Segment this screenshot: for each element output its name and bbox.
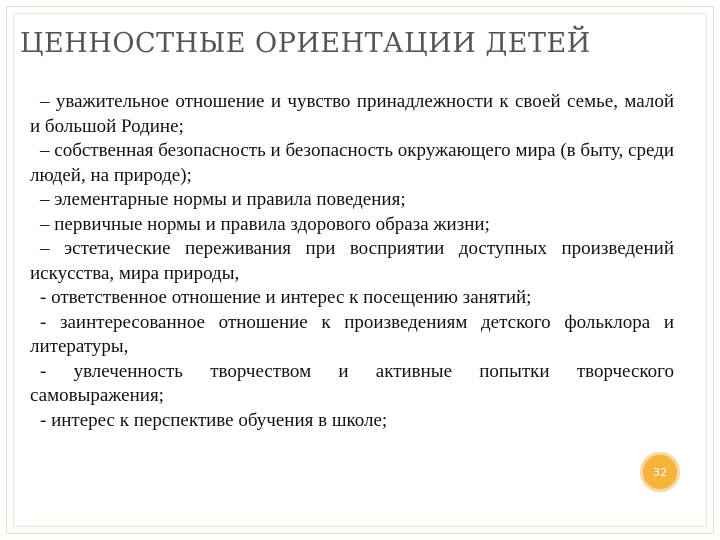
value-list	[30, 90, 674, 433]
slide-title: ЦЕННОСТНЫЕ ОРИЕНТАЦИИ ДЕТЕЙ	[20, 28, 591, 59]
list-item: – собственная безопасность и безопасность окружающего мира (в быту, среди людей, на природе);	[30, 140, 674, 186]
list-item: - увлеченность творчеством и активные попытки творческого самовыражения;	[30, 360, 674, 406]
list-item: – эстетические переживания при восприятии доступных произведений искусства, мира природы,	[30, 238, 674, 284]
list-item: – первичные нормы и правила здорового образа жизни;	[40, 213, 490, 235]
list-item: – элементарные нормы и правила поведения;	[40, 189, 406, 210]
page-number-badge: 32	[640, 452, 680, 492]
list-item: - заинтересованное отношение к произведениям детского фольклора и литературы,	[30, 311, 674, 357]
list-item: - ответственное отношение и интерес к посещению занятий;	[40, 287, 532, 308]
list-item: - интерес к перспективе обучения в школе;	[40, 409, 388, 431]
list-item: – уважительное отношение и чувство принадлежности к своей семье, малой и большой Родине;	[30, 91, 674, 137]
